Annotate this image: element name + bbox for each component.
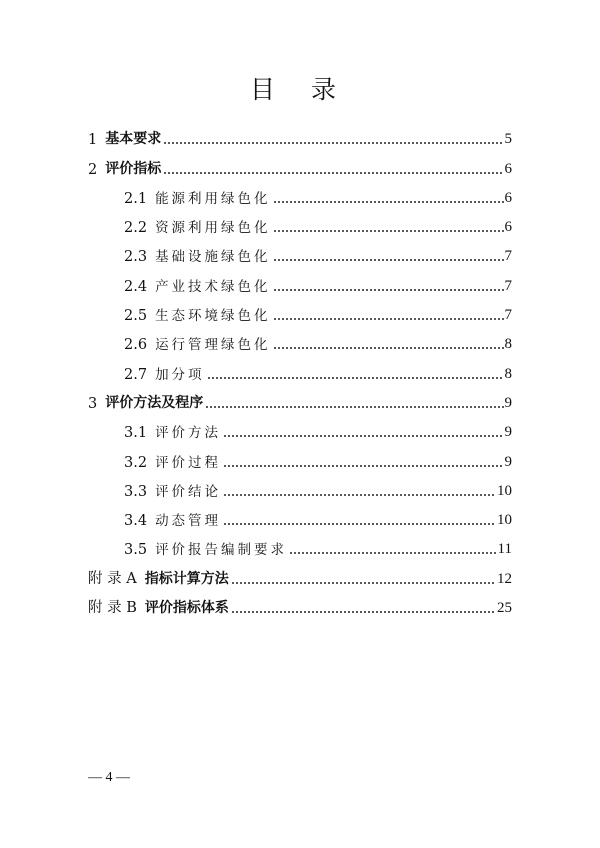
toc-number: 3.5 [124, 542, 148, 559]
toc-label: 评价报告编制要求 [155, 542, 288, 559]
toc-page: 6 [504, 160, 512, 177]
toc-number: 2.3 [124, 249, 148, 266]
dot-leader [273, 307, 504, 321]
toc-label: 动态管理 [155, 513, 222, 530]
toc-page: 9 [504, 424, 512, 441]
toc-page: 8 [504, 336, 512, 353]
dot-leader [223, 483, 496, 497]
toc-label: 评价过程 [155, 454, 222, 471]
dot-leader [231, 571, 496, 585]
toc-label: 评价方法及程序 [105, 394, 204, 411]
toc-entry[interactable] [88, 500, 512, 529]
toc-number: 2 [88, 161, 98, 178]
toc-entry[interactable] [88, 529, 512, 558]
toc-number: 2.1 [124, 190, 148, 207]
toc-entry[interactable] [88, 236, 512, 265]
dot-leader [223, 512, 496, 526]
page-number: — 4 — [88, 770, 130, 785]
dot-leader [231, 600, 496, 614]
toc-number: 3.1 [124, 425, 148, 442]
toc-number: 2.2 [124, 220, 148, 237]
dot-leader [207, 366, 504, 380]
toc-page: 6 [504, 189, 512, 206]
toc-number: 3.3 [124, 483, 148, 500]
toc-label: 能源利用绿色化 [155, 190, 271, 207]
toc-number: 3.2 [124, 454, 148, 471]
toc-number: 2.7 [124, 366, 148, 383]
dot-leader [273, 336, 504, 350]
toc-label: 评价方法 [155, 425, 222, 442]
table-of-contents [88, 119, 512, 617]
dot-leader [289, 541, 496, 555]
toc-label: 基础设施绿色化 [155, 249, 271, 266]
toc-entry[interactable] [88, 353, 512, 382]
toc-entry[interactable] [88, 588, 512, 617]
toc-page: 7 [504, 307, 512, 324]
toc-label: 评价指标 [105, 160, 162, 177]
toc-page: 7 [504, 248, 512, 265]
dot-leader [273, 278, 504, 292]
toc-number: 1 [88, 132, 98, 149]
toc-number: 附 录 B [88, 600, 137, 617]
toc-entry[interactable] [88, 412, 512, 441]
toc-page: 11 [497, 541, 512, 558]
toc-entry[interactable] [88, 441, 512, 470]
toc-page: 12 [497, 570, 512, 587]
toc-label: 生态环境绿色化 [155, 308, 271, 325]
dot-leader [273, 190, 504, 204]
toc-number: 2.4 [124, 278, 148, 295]
dot-leader [273, 248, 504, 262]
toc-label: 运行管理绿色化 [155, 337, 271, 354]
toc-entry[interactable] [88, 207, 512, 236]
toc-label: 产业技术绿色化 [155, 278, 271, 295]
toc-number: 附 录 A [88, 570, 137, 587]
toc-label: 基本要求 [105, 131, 162, 148]
toc-label: 评价结论 [155, 483, 222, 500]
toc-entry[interactable] [88, 148, 512, 177]
toc-page: 10 [497, 482, 512, 499]
dot-leader [223, 454, 503, 468]
toc-entry[interactable] [88, 178, 512, 207]
dot-leader [205, 395, 503, 409]
toc-entry[interactable] [88, 324, 512, 353]
toc-entry[interactable] [88, 558, 512, 587]
toc-page: 10 [497, 512, 512, 529]
toc-number: 2.5 [124, 308, 148, 325]
toc-entry[interactable] [88, 471, 512, 500]
toc-page: 8 [504, 365, 512, 382]
dot-leader [273, 219, 504, 233]
toc-page: 9 [504, 453, 512, 470]
toc-page: 9 [504, 394, 512, 411]
dot-leader [163, 131, 503, 145]
toc-label: 资源利用绿色化 [155, 220, 271, 237]
dot-leader [223, 424, 503, 438]
toc-entry[interactable] [88, 383, 512, 412]
dot-leader [163, 161, 503, 175]
toc-page: 6 [504, 219, 512, 236]
toc-entry[interactable] [88, 295, 512, 324]
toc-label: 指标计算方法 [144, 570, 229, 587]
toc-number: 3 [88, 395, 98, 412]
toc-page: 7 [504, 277, 512, 294]
toc-number: 2.6 [124, 337, 148, 354]
toc-number: 3.4 [124, 513, 148, 530]
toc-entry[interactable] [88, 119, 512, 148]
page-title: 目 录 [250, 75, 350, 104]
toc-page: 5 [504, 131, 512, 148]
toc-entry[interactable] [88, 265, 512, 294]
toc-label: 评价指标体系 [144, 600, 229, 617]
toc-label: 加分项 [155, 366, 205, 383]
toc-page: 25 [497, 600, 512, 617]
